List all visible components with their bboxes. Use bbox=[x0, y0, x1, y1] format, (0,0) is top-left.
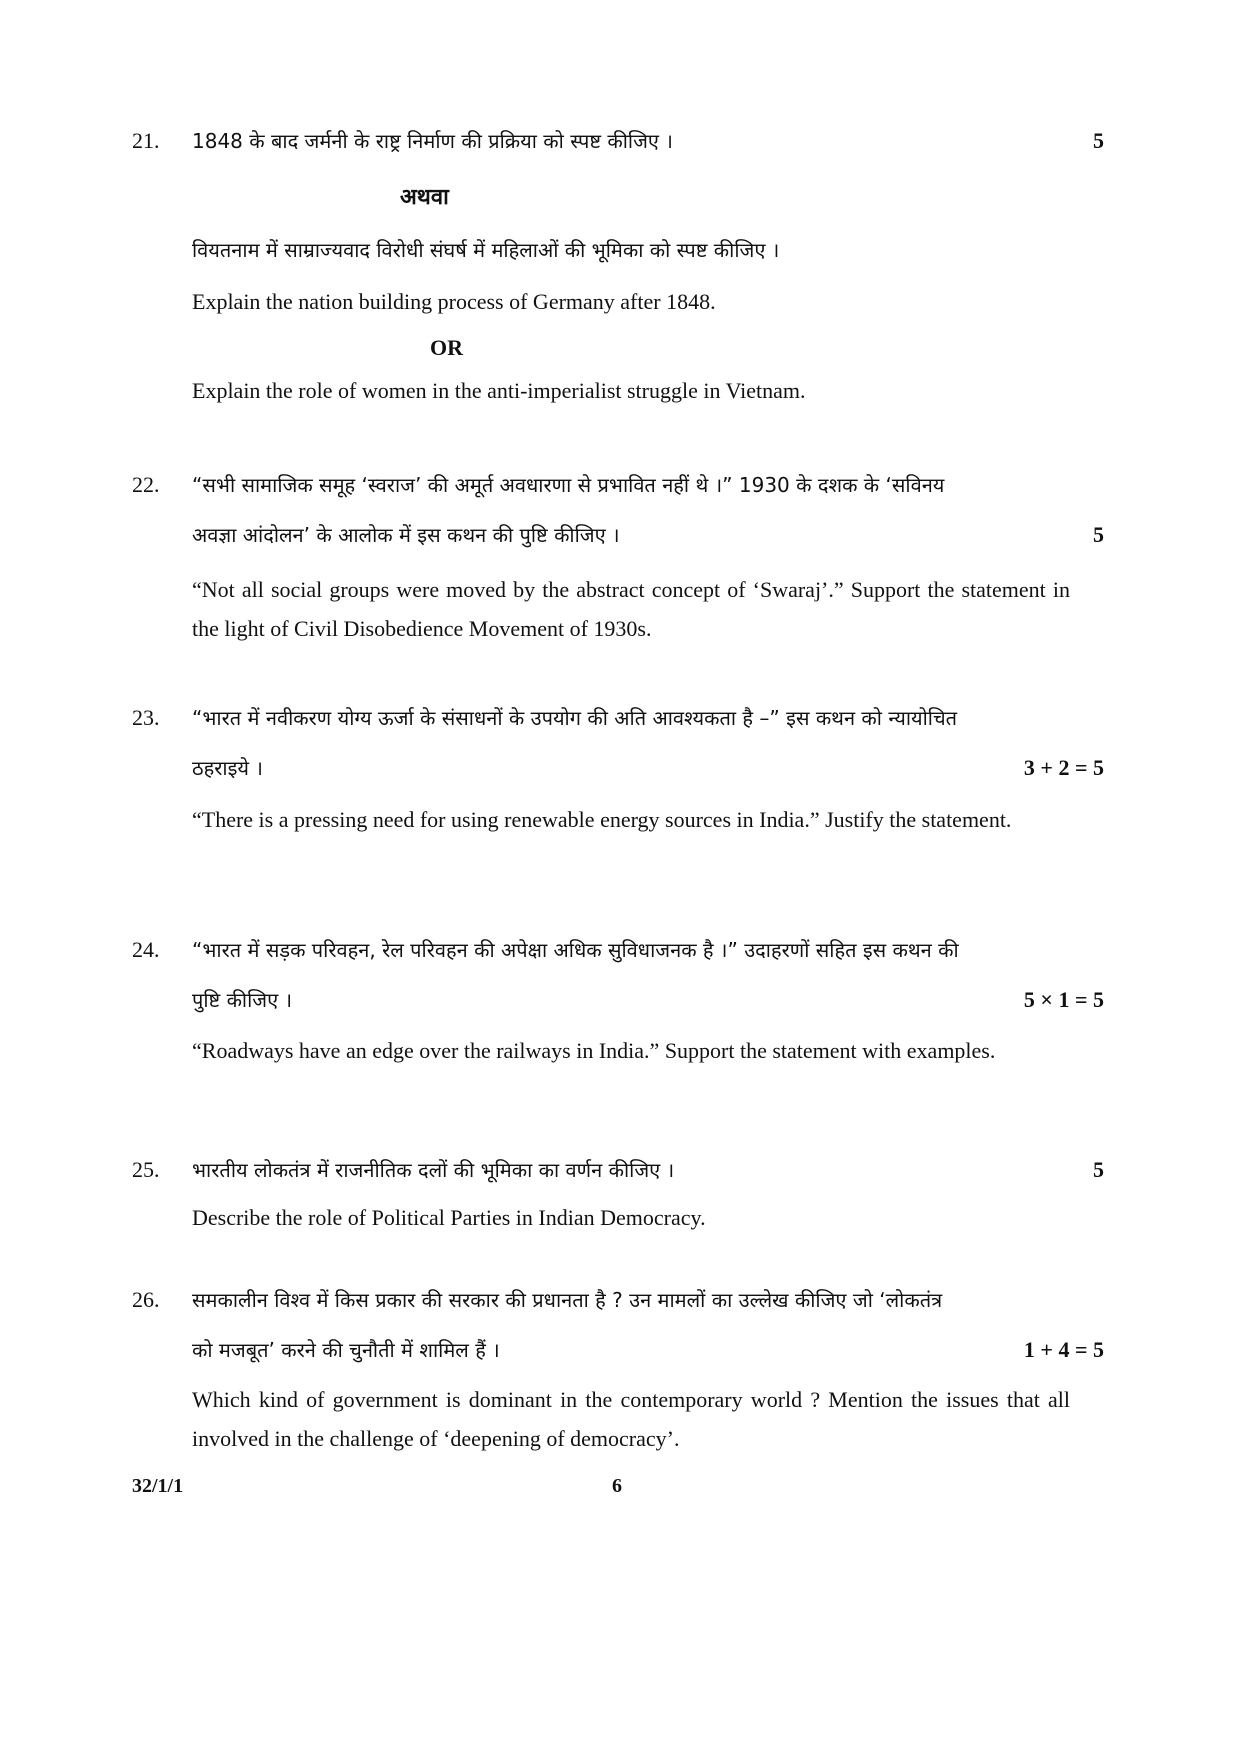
question-text-hindi-line2: ठहराइये । bbox=[192, 756, 263, 780]
question-text-hindi: 1848 के बाद जर्मनी के राष्ट्र निर्माण की प्रक्रिया को स्पष्ट कीजिए । bbox=[192, 129, 673, 153]
question-number: 26. bbox=[132, 1287, 160, 1312]
marks: 1 + 4 = 5 bbox=[1023, 1337, 1104, 1362]
question-text-english: “There is a pressing need for using renewable energy sources in India.” Justify the statement. bbox=[192, 807, 1012, 832]
page-number: 6 bbox=[612, 1475, 622, 1497]
marks: 5 bbox=[1093, 522, 1104, 547]
question-text-hindi-line1: “सभी सामाजिक समूह ‘स्वराज’ की अमूर्त अवधारणा से प्रभावित नहीं थे ।” 1930 के दशक के ‘सविनय bbox=[192, 473, 945, 497]
or-label-hindi: अथवा bbox=[400, 185, 449, 210]
question-number: 23. bbox=[132, 705, 160, 730]
question-alt-text-english: Explain the role of women in the anti-imperialist struggle in Vietnam. bbox=[192, 378, 806, 403]
question-alt-text-hindi: वियतनाम में साम्राज्यवाद विरोधी संघर्ष में महिलाओं की भूमिका को स्पष्ट कीजिए । bbox=[192, 238, 780, 262]
paper-code: 32/1/1 bbox=[132, 1475, 184, 1497]
question-text-hindi-line2: अवज्ञा आंदोलन’ के आलोक में इस कथन की पुष्टि कीजिए । bbox=[192, 523, 620, 547]
question-number: 22. bbox=[132, 472, 160, 497]
question-text-english: “Roadways have an edge over the railways in India.” Support the statement with examples. bbox=[192, 1038, 996, 1063]
marks: 5 × 1 = 5 bbox=[1023, 987, 1104, 1012]
question-number: 21. bbox=[132, 128, 160, 153]
question-text-hindi: भारतीय लोकतंत्र में राजनीतिक दलों की भूमिका का वर्णन कीजिए । bbox=[192, 1158, 675, 1182]
question-text-english: Describe the role of Political Parties in Indian Democracy. bbox=[192, 1205, 706, 1230]
question-text-english: “Not all social groups were moved by the abstract concept of ‘Swaraj’.” Support the statement in the light of Civil Disobedience Movement of 1930s. bbox=[192, 577, 1070, 641]
question-text-english: Which kind of government is dominant in the contemporary world ? Mention the issues that all involved in the challenge of ‘deepening of democracy’. bbox=[192, 1387, 1070, 1451]
question-text-hindi-line1: समकालीन विश्व में किस प्रकार की सरकार की प्रधानता है ? उन मामलों का उल्लेख कीजिए जो ‘लोकतंत्र bbox=[192, 1288, 943, 1312]
question-text-hindi-line2: को मजबूत’ करने की चुनौती में शामिल हैं । bbox=[192, 1338, 500, 1362]
question-number: 24. bbox=[132, 937, 160, 962]
question-number: 25. bbox=[132, 1157, 160, 1182]
marks: 5 bbox=[1093, 128, 1104, 153]
question-text-hindi-line2: पुष्टि कीजिए । bbox=[192, 988, 293, 1012]
marks: 5 bbox=[1093, 1157, 1104, 1182]
or-label-english: OR bbox=[430, 335, 463, 360]
question-text-hindi-line1: “भारत में सड़क परिवहन, रेल परिवहन की अपेक्षा अधिक सुविधाजनक है ।” उदाहरणों सहित इस कथन की bbox=[192, 938, 959, 962]
question-text-hindi-line1: “भारत में नवीकरण योग्य ऊर्जा के संसाधनों के उपयोग की अति आवश्यकता है –” इस कथन को न्यायोचित bbox=[192, 706, 958, 730]
marks: 3 + 2 = 5 bbox=[1023, 755, 1104, 780]
question-text-english: Explain the nation building process of Germany after 1848. bbox=[192, 289, 716, 314]
